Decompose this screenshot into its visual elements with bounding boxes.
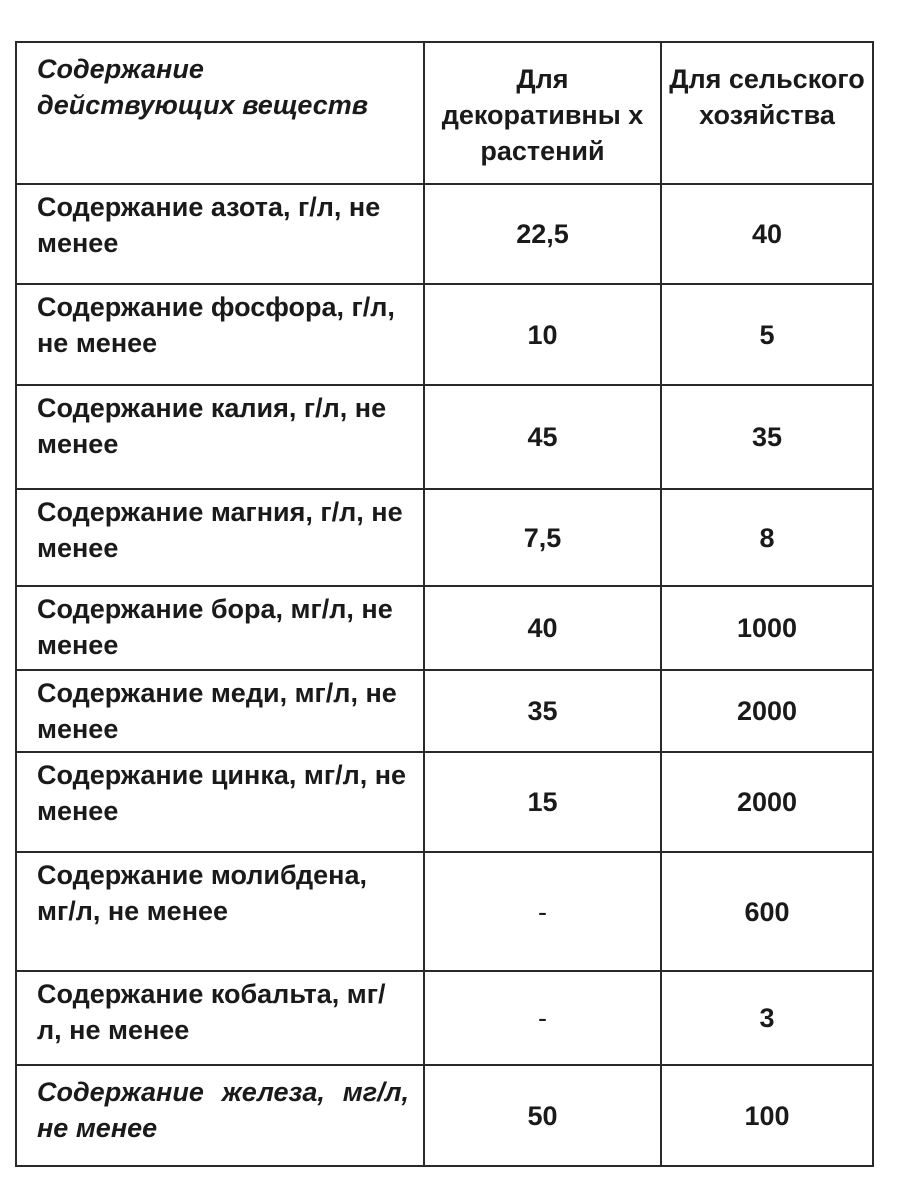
row-phosphorus-agri: 5	[661, 284, 873, 385]
table-row	[16, 971, 873, 1065]
table-row	[16, 184, 873, 284]
row-boron-decorative: 40	[424, 586, 661, 670]
row-copper-name: Содержание меди, мг/л, не менее	[16, 670, 424, 752]
row-magnesium-decorative: 7,5	[424, 489, 661, 586]
row-copper-decorative: 35	[424, 670, 661, 752]
row-iron-agri: 100	[661, 1065, 873, 1166]
row-magnesium-name: Содержание магния, г/л, не менее	[16, 489, 424, 586]
table-row	[16, 586, 873, 670]
row-magnesium-agri: 8	[661, 489, 873, 586]
table-row	[16, 752, 873, 852]
row-cobalt-agri: 3	[661, 971, 873, 1065]
header-decorative: Для декоративны х растений	[424, 42, 661, 184]
table-row	[16, 284, 873, 385]
row-molybdenum-agri: 600	[661, 852, 873, 971]
row-boron-agri: 1000	[661, 586, 873, 670]
row-nitrogen-name: Содержание азота, г/л, не менее	[16, 184, 424, 284]
nutrient-content-table	[15, 41, 874, 1167]
row-copper-agri: 2000	[661, 670, 873, 752]
table-row	[16, 1065, 873, 1166]
row-iron-name: Содержание железа, мг/л, не менее	[16, 1065, 424, 1166]
table-row	[16, 489, 873, 586]
table-row	[16, 385, 873, 489]
row-phosphorus-name: Содержание фосфора, г/л, не менее	[16, 284, 424, 385]
row-potassium-decorative: 45	[424, 385, 661, 489]
row-cobalt-name: Содержание кобальта, мг/л, не менее	[16, 971, 424, 1065]
table-row	[16, 852, 873, 971]
row-cobalt-decorative: -	[424, 971, 661, 1065]
row-iron-decorative: 50	[424, 1065, 661, 1166]
row-zinc-decorative: 15	[424, 752, 661, 852]
row-nitrogen-agri: 40	[661, 184, 873, 284]
row-zinc-agri: 2000	[661, 752, 873, 852]
header-row	[16, 42, 873, 184]
row-molybdenum-decorative: -	[424, 852, 661, 971]
row-potassium-agri: 35	[661, 385, 873, 489]
header-substances: Содержание действующих веществ	[16, 42, 424, 184]
row-nitrogen-decorative: 22,5	[424, 184, 661, 284]
row-boron-name: Содержание бора, мг/л, не менее	[16, 586, 424, 670]
row-molybdenum-name: Содержание молибдена, мг/л, не менее	[16, 852, 424, 971]
row-zinc-name: Содержание цинка, мг/л, не менее	[16, 752, 424, 852]
table-row	[16, 670, 873, 752]
row-potassium-name: Содержание калия, г/л, не менее	[16, 385, 424, 489]
header-agriculture: Для сельского хозяйства	[661, 42, 873, 184]
row-phosphorus-decorative: 10	[424, 284, 661, 385]
